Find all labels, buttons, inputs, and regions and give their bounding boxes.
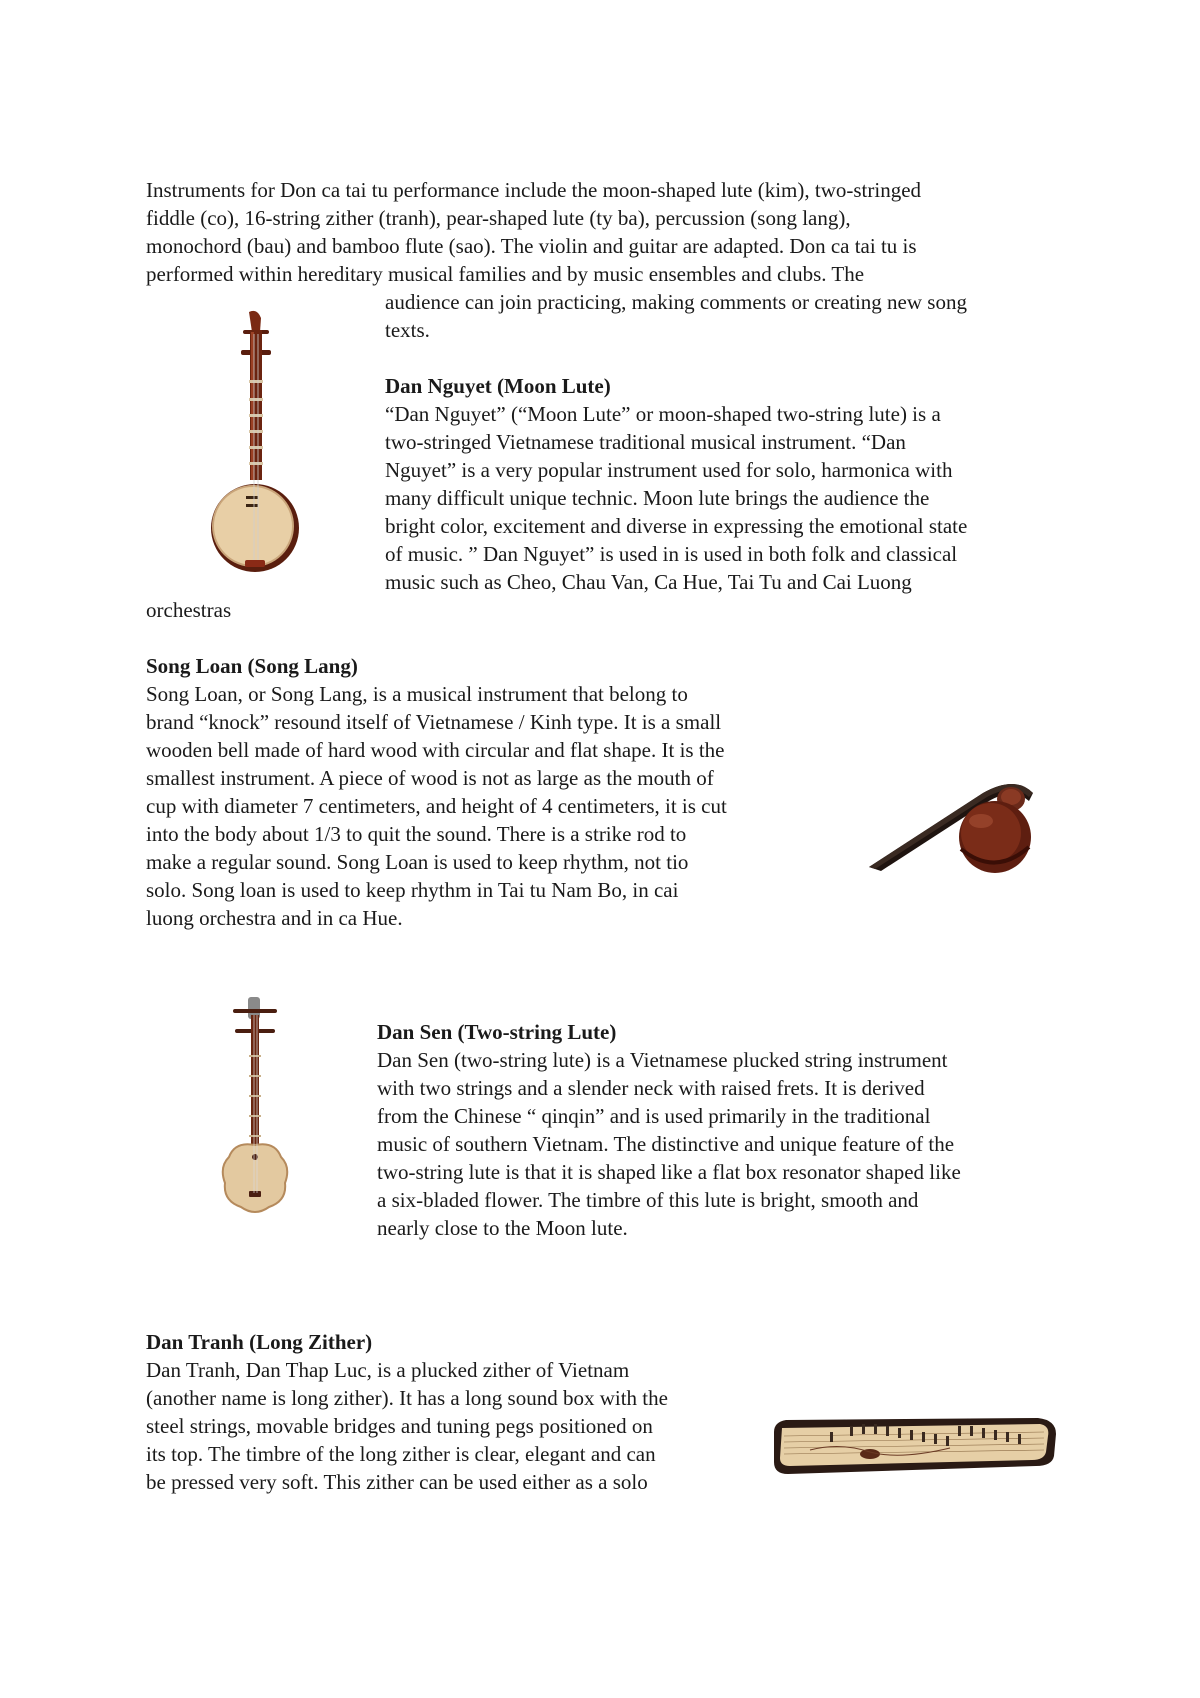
text-line: be pressed very soft. This zither can be used either as a solo [146, 1470, 648, 1494]
text-line: wooden bell made of hard wood with circular and flat shape. It is the [146, 738, 725, 762]
text-line: solo. Song loan is used to keep rhythm in Tai tu Nam Bo, in cai [146, 878, 679, 902]
text-line: bright color, excitement and diverse in expressing the emotional state [385, 514, 968, 538]
text-line: (another name is long zither). It has a long sound box with the [146, 1386, 668, 1410]
intro-line: Instruments for Don ca tai tu performance include the moon-shaped lute (kim), two-stringed [146, 178, 922, 202]
text-line: into the body about 1/3 to quit the sound. There is a strike rod to [146, 822, 687, 846]
text-line: cup with diameter 7 centimeters, and height of 4 centimeters, it is cut [146, 794, 727, 818]
text-line: Dan Tranh, Dan Thap Luc, is a plucked zither of Vietnam [146, 1358, 630, 1382]
text-line: orchestras [146, 598, 232, 622]
text-line: with two strings and a slender neck with raised frets. It is derived [377, 1076, 925, 1100]
long-zither-image [770, 1402, 1060, 1482]
text-line: Dan Sen (two-string lute) is a Vietnamese plucked string instrument [377, 1048, 948, 1072]
text-line: a six-bladed flower. The timbre of this lute is bright, smooth and [377, 1188, 919, 1212]
text-line: make a regular sound. Song Loan is used to keep rhythm, not tio [146, 850, 689, 874]
section-heading: Dan Sen (Two-string Lute) [377, 1020, 617, 1044]
text-line: music of southern Vietnam. The distinctive and unique feature of the [377, 1132, 955, 1156]
intro-line: monochord (bau) and bamboo flute (sao). The violin and guitar are adapted. Don ca tai tu is [146, 234, 917, 258]
intro-line: performed within hereditary musical families and by music ensembles and clubs. The [146, 262, 865, 286]
text-line: two-string lute is that it is shaped like a flat box resonator shaped like [377, 1160, 961, 1184]
text-line: steel strings, movable bridges and tuning pegs positioned on [146, 1414, 653, 1438]
text-line: luong orchestra and in ca Hue. [146, 906, 403, 930]
intro-line: audience can join practicing, making comments or creating new song [385, 290, 967, 314]
text-line: music such as Cheo, Chau Van, Ca Hue, Tai Tu and Cai Luong [385, 570, 912, 594]
text-line: many difficult unique technic. Moon lute brings the audience the [385, 486, 930, 510]
intro-line: texts. [385, 318, 430, 342]
section-heading: Song Loan (Song Lang) [146, 654, 358, 678]
text-line: nearly close to the Moon lute. [377, 1216, 628, 1240]
intro-line: fiddle (co), 16-string zither (tranh), pear-shaped lute (ty ba), percussion (song lang), [146, 206, 851, 230]
text-line: brand “knock” resound itself of Vietnamese / Kinh type. It is a small [146, 710, 722, 734]
text-line: Song Loan, or Song Lang, is a musical instrument that belong to [146, 682, 688, 706]
text-line: its top. The timbre of the long zither is clear, elegant and can [146, 1442, 656, 1466]
section-heading: Dan Tranh (Long Zither) [146, 1330, 373, 1354]
two-string-lute-image [215, 995, 295, 1215]
text-line: Nguyet” is a very popular instrument used for solo, harmonica with [385, 458, 953, 482]
text-line: “Dan Nguyet” (“Moon Lute” or moon-shaped two-string lute) is a [385, 402, 941, 426]
text-line: smallest instrument. A piece of wood is not as large as the mouth of [146, 766, 714, 790]
song-lang-image [865, 775, 1045, 875]
section-heading: Dan Nguyet (Moon Lute) [385, 374, 611, 398]
moon-lute-image [205, 310, 305, 580]
text-line: two-stringed Vietnamese traditional musical instrument. “Dan [385, 430, 906, 454]
text-line: from the Chinese “ qinqin” and is used primarily in the traditional [377, 1104, 931, 1128]
text-line: of music. ” Dan Nguyet” is used in is used in both folk and classical [385, 542, 958, 566]
